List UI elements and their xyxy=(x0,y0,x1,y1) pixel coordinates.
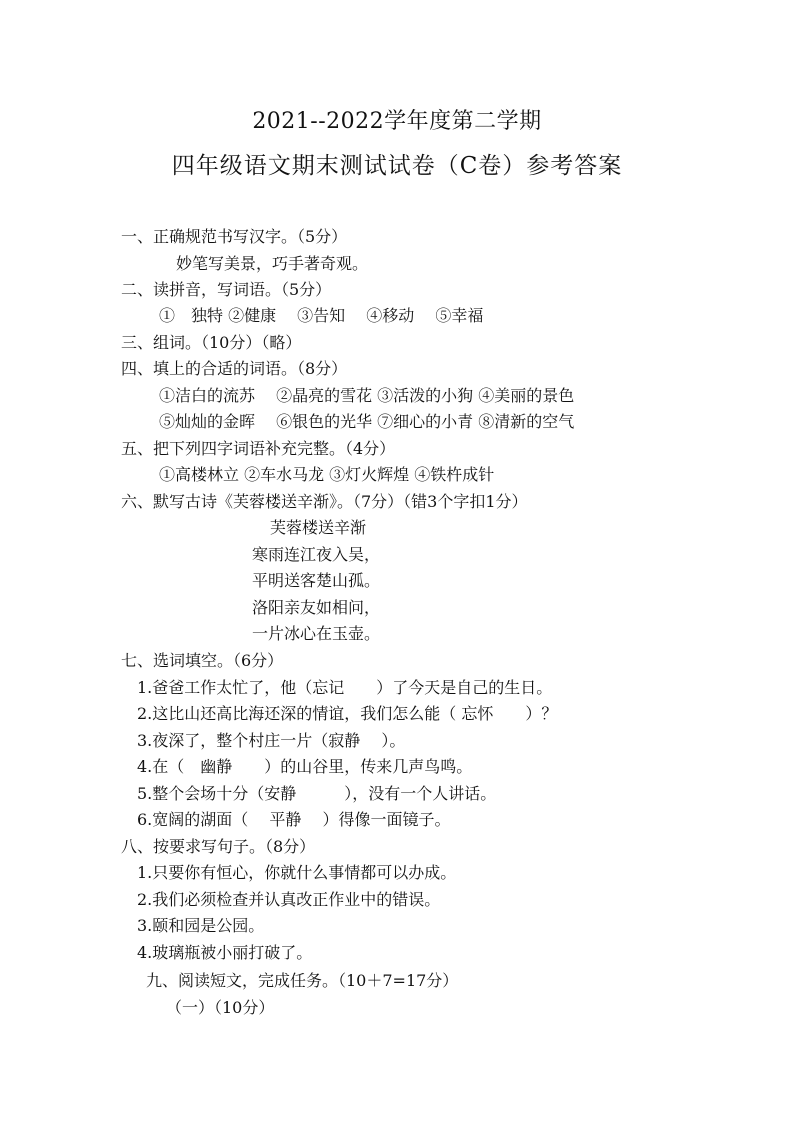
section-1-answer: 妙笔写美景，巧手著奇观。 xyxy=(176,254,369,273)
section-7-item: 1.爸爸工作太忙了，他（忘记 ）了今天是自己的生日。 xyxy=(137,678,553,697)
section-7-item: 5.整个会场十分（安静 ），没有一个人讲话。 xyxy=(137,784,497,803)
section-5-title: 五、把下列四字词语补充完整。（4分） xyxy=(121,439,396,458)
header-title: 四年级语文期末测试试卷（C卷）参考答案 xyxy=(171,153,623,179)
section-1-title: 一、正确规范书写汉字。（5分） xyxy=(121,227,348,246)
section-7-title: 七、选词填空。（6分） xyxy=(121,651,284,670)
section-7-item: 2.这比山还高比海还深的情谊，我们怎么能（ 忘怀 ）？ xyxy=(137,704,558,723)
section-3-title: 三、组词。（10分）（略） xyxy=(121,333,302,352)
section-8-item: 1.只要你有恒心，你就什么事情都可以办成。 xyxy=(137,863,457,882)
section-8-item: 4.玻璃瓶被小丽打破了。 xyxy=(137,943,313,962)
section-2-answer: ① 独特 ②健康 ③告知 ④移动 ⑤幸福 xyxy=(159,306,484,325)
section-2-title: 二、读拼音，写词语。（5分） xyxy=(121,280,332,299)
section-9-title: 九、阅读短文，完成任务。（10＋7=17分） xyxy=(146,971,459,990)
section-4-row-1: ①洁白的流苏 ②晶亮的雪花 ③活泼的小狗 ④美丽的景色 xyxy=(159,386,575,405)
section-5-answer: ①高楼林立 ②车水马龙 ③灯火辉煌 ④铁杵成针 xyxy=(159,465,495,484)
header-term: 2021--2022学年度第二学期 xyxy=(252,109,542,134)
poem-line: 洛阳亲友如相问， xyxy=(252,598,381,617)
section-8-item: 2.我们必须检查并认真改正作业中的错误。 xyxy=(137,890,441,909)
section-4-title: 四、填上的合适的词语。（8分） xyxy=(121,359,348,378)
section-8-title: 八、按要求写句子。（8分） xyxy=(121,837,316,856)
section-8-item: 3.颐和园是公园。 xyxy=(137,916,265,935)
poem-line: 寒雨连江夜入吴， xyxy=(252,545,381,564)
section-7-item: 3.夜深了，整个村庄一片（寂静 ）。 xyxy=(137,731,406,750)
section-6-title: 六、默写古诗《芙蓉楼送辛渐》。（7分）（错3个字扣1分） xyxy=(121,492,528,511)
section-7-item: 4.在（ 幽静 ）的山谷里，传来几声鸟鸣。 xyxy=(137,757,473,776)
poem-line: 一片冰心在玉壶。 xyxy=(252,624,381,643)
poem-line: 平明送客楚山孤。 xyxy=(252,571,381,590)
section-4-row-2: ⑤灿灿的金晖 ⑥银色的光华 ⑦细心的小青 ⑧清新的空气 xyxy=(159,412,575,431)
poem-title: 芙蓉楼送辛渐 xyxy=(270,518,367,537)
section-7-item: 6.宽阔的湖面（ 平静 ）得像一面镜子。 xyxy=(137,810,451,829)
section-9-subtitle: （一）（10分） xyxy=(166,998,275,1017)
